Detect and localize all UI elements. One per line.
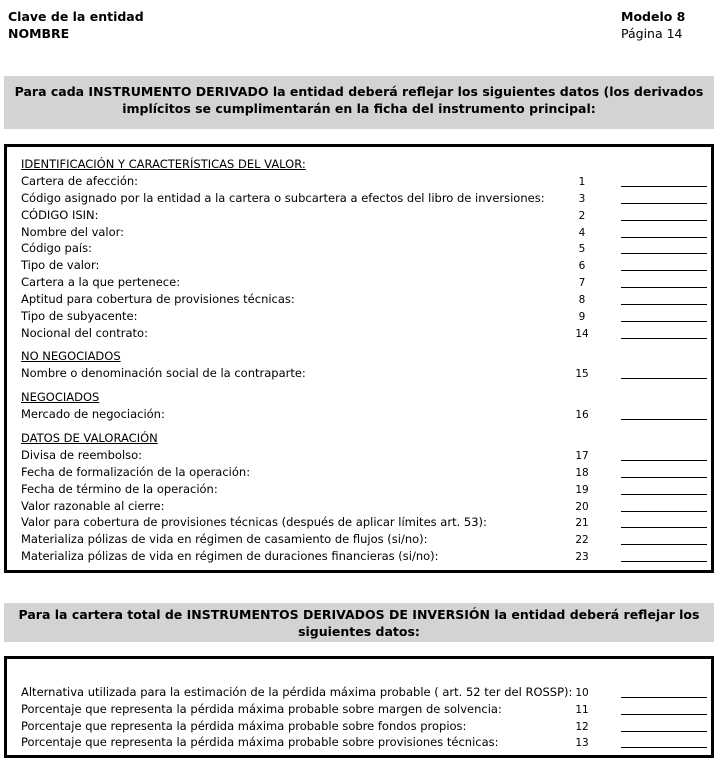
field-number: 12 <box>575 720 589 733</box>
field-label: Nocional del contrato: <box>21 325 148 340</box>
form-row <box>7 308 711 325</box>
field-label: Aptitud para cobertura de provisiones técnicas: <box>21 291 295 306</box>
banner2-line2: siguientes datos: <box>298 624 420 639</box>
section-traded-title: NEGOCIADOS <box>21 390 100 404</box>
field-label: Porcentaje que representa la pérdida máxima probable sobre fondos propios: <box>21 718 467 733</box>
field-input-line[interactable] <box>621 338 707 339</box>
field-number: 18 <box>575 466 589 479</box>
field-label: Alternativa utilizada para la estimación de la pérdida máxima probable ( art. 52 ter del ROSSP): <box>21 685 573 699</box>
field-label: Cartera a la que pertenece: <box>21 275 181 290</box>
field-input-line[interactable] <box>621 460 707 461</box>
field-number: 3 <box>578 192 586 205</box>
form-row <box>7 325 711 342</box>
field-label: Nombre o denominación social de la contraparte: <box>21 366 306 380</box>
derivative-data-box <box>4 144 714 573</box>
field-input-line[interactable] <box>621 304 707 305</box>
form-row <box>7 684 711 701</box>
form-row <box>7 274 711 291</box>
field-label: Divisa de reembolso: <box>21 448 143 462</box>
field-number: 22 <box>575 534 589 547</box>
field-label: Cartera de afección: <box>21 174 139 188</box>
field-number: 19 <box>575 483 589 496</box>
field-number: 5 <box>578 243 586 256</box>
field-number: 6 <box>578 260 586 273</box>
form-row <box>7 240 711 257</box>
field-input-line[interactable] <box>621 237 707 238</box>
portfolio-data-box <box>4 656 714 758</box>
form-row <box>7 207 711 224</box>
field-number: 16 <box>575 409 589 421</box>
field-label: Porcentaje que representa la pérdida máxima probable sobre provisiones técnicas: <box>21 735 499 750</box>
banner2-line1: Para la cartera total de INSTRUMENTOS DERIVADOS DE INVERSIÓN la entidad deberá reflejar los <box>18 607 700 622</box>
field-input-line[interactable] <box>621 511 707 512</box>
section-not-traded-title: NO NEGOCIADOS <box>21 349 121 363</box>
field-input-line[interactable] <box>621 203 707 204</box>
field-label: CÓDIGO ISIN: <box>21 207 99 222</box>
field-label: Tipo de subyacente: <box>21 308 138 323</box>
field-number: 4 <box>578 226 586 239</box>
field-input-line[interactable] <box>621 544 707 545</box>
form-row <box>7 291 711 308</box>
field-input-line[interactable] <box>621 477 707 478</box>
form-row <box>7 718 711 735</box>
form-row <box>7 464 711 481</box>
field-number: 1 <box>578 176 586 188</box>
header-left <box>8 8 144 42</box>
field-label: Porcentaje que representa la pérdida máxima probable sobre margen de solvencia: <box>21 701 502 716</box>
form-row <box>7 481 711 498</box>
header-right <box>621 8 685 42</box>
field-number: 10 <box>575 687 589 699</box>
field-input-line[interactable] <box>621 220 707 221</box>
portfolio-instructions-banner <box>4 603 714 642</box>
banner1-line1: Para cada INSTRUMENTO DERIVADO la entidad deberá reflejar los siguientes datos (los derivados <box>14 84 704 99</box>
form-row <box>7 548 711 565</box>
field-label: Materializa pólizas de vida en régimen de casamiento de flujos (si/no): <box>21 532 428 547</box>
field-input-line[interactable] <box>621 494 707 495</box>
field-label: Materializa pólizas de vida en régimen de duraciones financieras (si/no): <box>21 549 439 564</box>
form-row <box>7 734 711 751</box>
field-number: 2 <box>578 209 586 222</box>
field-input-line[interactable] <box>621 321 707 322</box>
derivative-instructions-banner <box>4 76 714 129</box>
field-label: Código asignado por la entidad a la cartera o subcartera a efectos del libro de inversiones: <box>21 190 545 205</box>
field-label: Fecha de término de la operación: <box>21 481 218 496</box>
field-input-line[interactable] <box>621 731 707 732</box>
field-number: 14 <box>575 327 589 340</box>
field-input-line[interactable] <box>621 270 707 271</box>
field-number: 17 <box>575 450 589 462</box>
field-input-line[interactable] <box>621 253 707 254</box>
form-row <box>7 257 711 274</box>
name-label: NOMBRE <box>8 26 70 41</box>
field-label: Tipo de valor: <box>21 258 100 273</box>
field-number: 7 <box>578 277 586 290</box>
form-row <box>7 531 711 548</box>
banner1-line2: implícitos se cumplimentarán en la ficha del instrumento principal: <box>122 101 596 116</box>
form-row <box>7 447 711 464</box>
section-identification-title: IDENTIFICACIÓN Y CARACTERÍSTICAS DEL VALOR: <box>21 157 306 171</box>
field-label: Valor razonable al cierre: <box>21 498 165 513</box>
field-input-line[interactable] <box>621 747 707 748</box>
field-input-line[interactable] <box>621 714 707 715</box>
field-number: 13 <box>575 737 589 750</box>
page-number: Página 14 <box>621 26 683 41</box>
field-label: Mercado de negociación: <box>21 407 165 421</box>
field-input-line[interactable] <box>621 527 707 528</box>
field-number: 20 <box>575 500 589 513</box>
field-input-line[interactable] <box>621 419 707 420</box>
field-label: Nombre del valor: <box>21 224 125 239</box>
form-row <box>7 365 711 382</box>
form-row <box>7 701 711 718</box>
form-row <box>7 173 711 190</box>
field-input-line[interactable] <box>621 186 707 187</box>
field-input-line[interactable] <box>621 561 707 562</box>
field-number: 23 <box>575 551 589 564</box>
field-number: 9 <box>578 310 586 323</box>
form-row <box>7 190 711 207</box>
model-label: Modelo 8 <box>621 9 686 24</box>
form-row <box>7 514 711 531</box>
section-valuation-title: DATOS DE VALORACIÓN <box>21 431 158 445</box>
field-label: Fecha de formalización de la operación: <box>21 464 251 479</box>
field-input-line[interactable] <box>621 287 707 288</box>
field-number: 21 <box>575 517 589 530</box>
field-number: 15 <box>575 368 589 380</box>
field-number: 8 <box>578 293 586 306</box>
field-label: Valor para cobertura de provisiones técnicas (después de aplicar límites art. 53): <box>21 515 487 530</box>
field-input-line[interactable] <box>621 378 707 379</box>
form-row <box>7 406 711 423</box>
field-label: Código país: <box>21 241 92 256</box>
form-row <box>7 498 711 515</box>
form-row <box>7 224 711 241</box>
entity-key-label: Clave de la entidad <box>8 9 144 24</box>
field-number: 11 <box>575 703 589 716</box>
field-input-line[interactable] <box>621 697 707 698</box>
